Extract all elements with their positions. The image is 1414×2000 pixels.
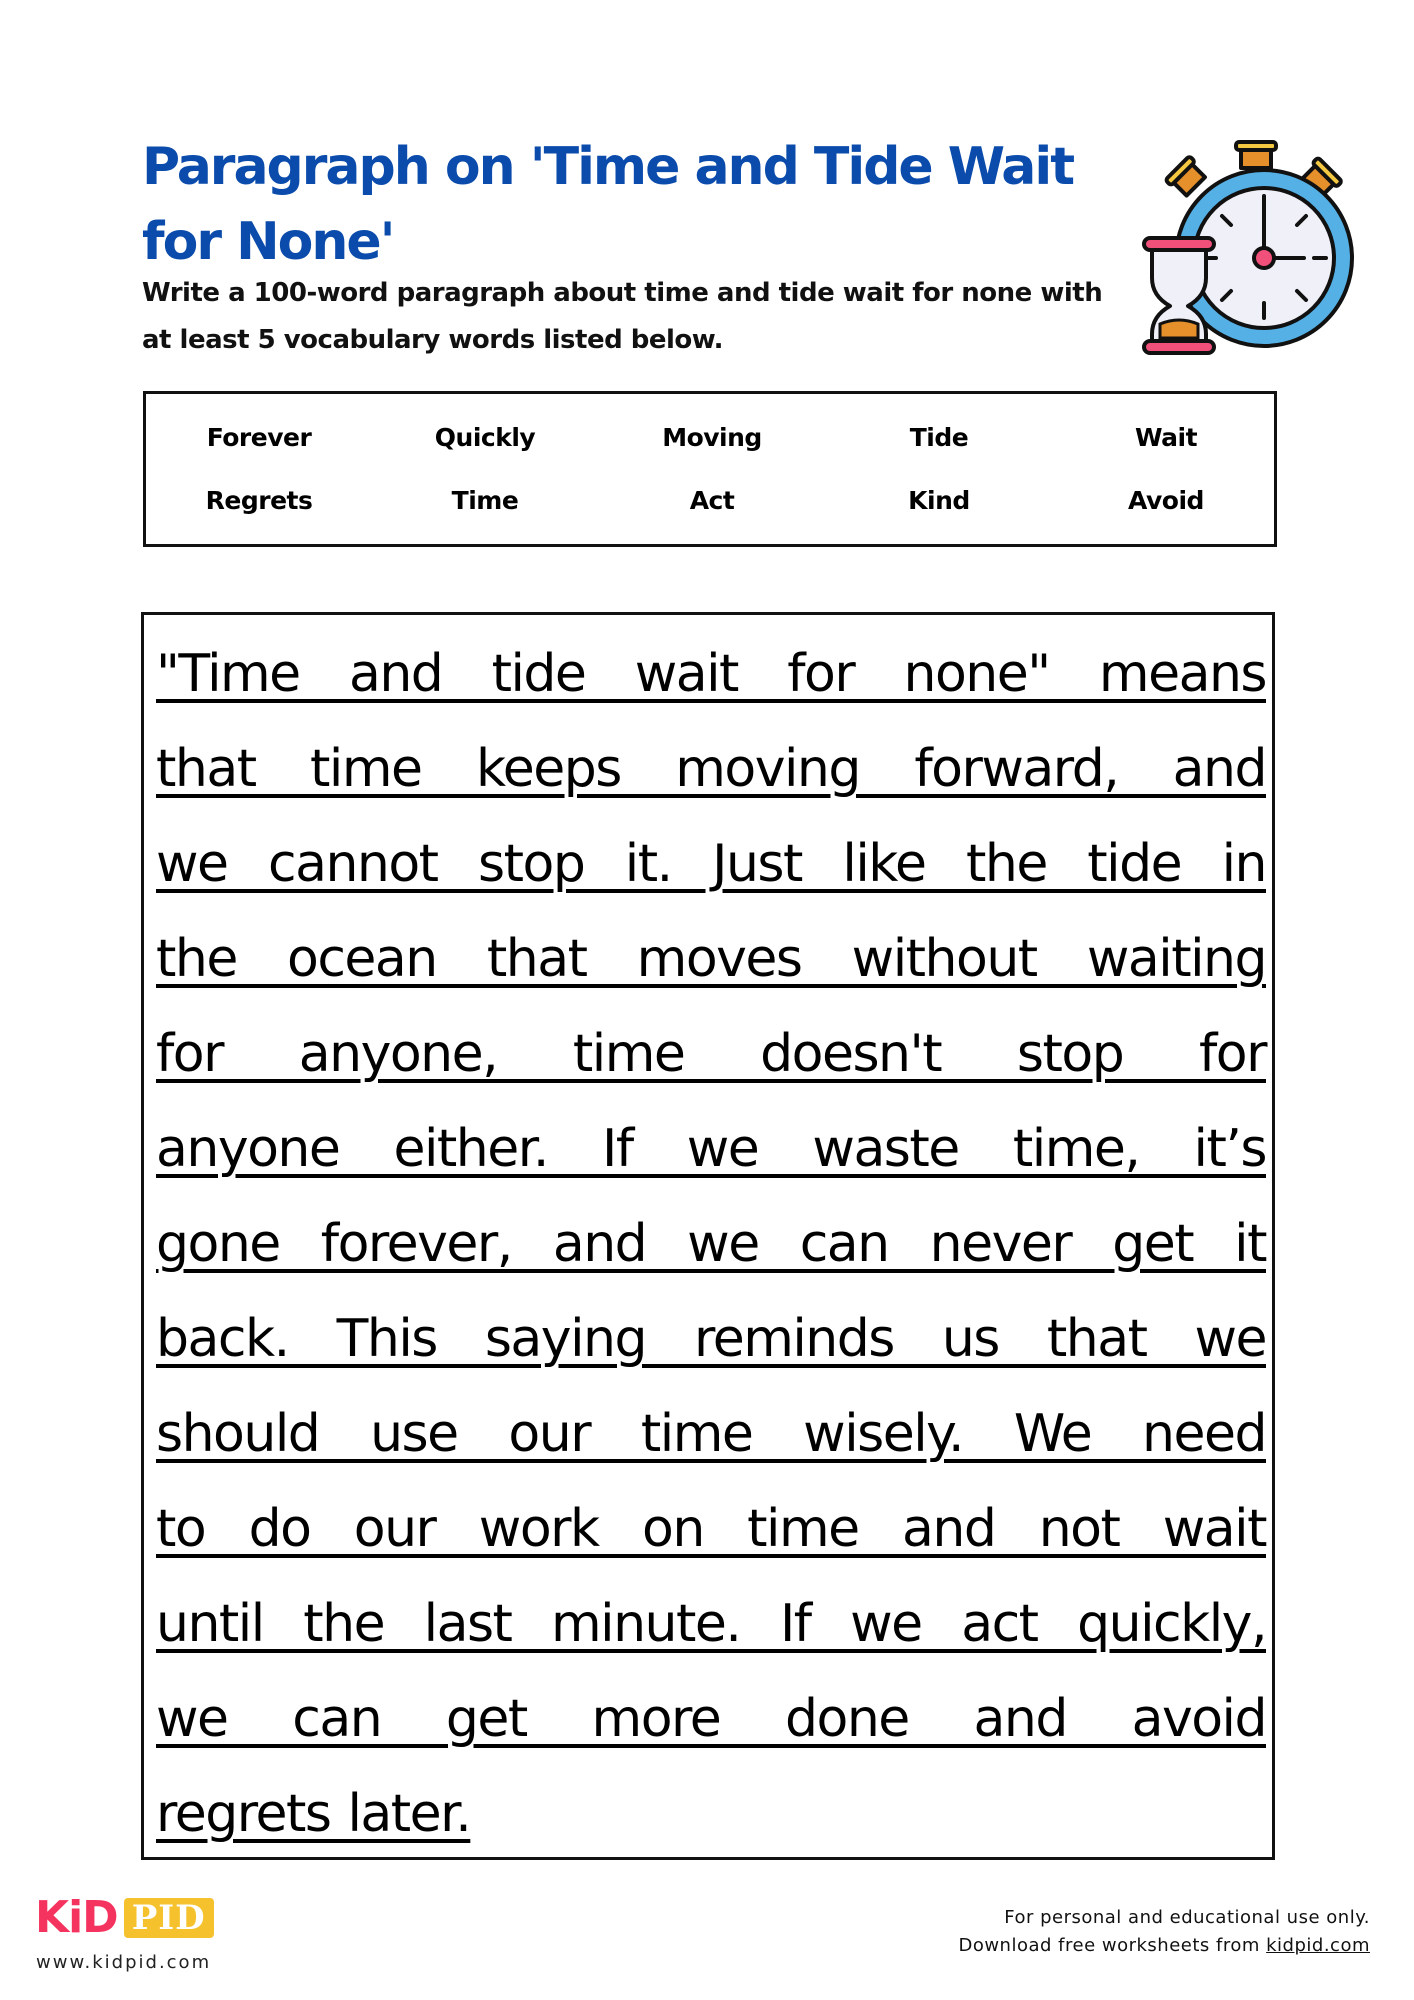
paragraph-line: to do our work on time and not wait [156,1499,1266,1559]
paragraph-text [156,627,1266,1862]
kidpid-link[interactable]: kidpid.com [1266,1935,1370,1956]
stopwatch-hourglass-icon [1136,138,1358,356]
paragraph-line: back. This saying reminds us that we [156,1309,1266,1369]
vocab-word: Avoid [1128,486,1204,515]
paragraph-line: anyone either. If we waste time, it’s [156,1119,1266,1179]
paragraph-line: should use our time wisely. We need [156,1404,1266,1464]
vocab-word: Forever [206,423,312,452]
download-note [958,1932,1370,1960]
logo-kid-text: KiD [35,1892,118,1943]
download-note-prefix: Download free worksheets from [958,1935,1267,1956]
page-title: Paragraph on 'Time and Tide Wait for None' [142,137,1074,272]
vocab-word: Act [689,486,735,515]
vocabulary-row [146,481,1274,521]
vocabulary-box [143,391,1277,547]
footer-note [958,1904,1370,1960]
paragraph-line: until the last minute. If we act quickly, [156,1594,1266,1654]
paragraph-box [141,612,1275,1860]
vocab-word: Time [451,486,519,515]
paragraph-line: for anyone, time doesn't stop for [156,1024,1266,1084]
paragraph-line: that time keeps moving forward, and [156,739,1266,799]
instructions: Write a 100-word paragraph about time and tide wait for none with at least 5 vocabulary words listed below. [142,278,1103,355]
paragraph-line: gone forever, and we can never get it [156,1214,1266,1274]
kidpid-logo[interactable] [35,1892,214,1943]
website-url[interactable]: www.kidpid.com [36,1952,212,1973]
vocab-word: Tide [909,423,969,452]
usage-note: For personal and educational use only. [1004,1907,1370,1928]
vocab-word: Wait [1134,423,1198,452]
logo-pid-text: PID [124,1898,214,1938]
vocab-word: Kind [908,486,970,515]
vocabulary-row [146,418,1274,458]
vocab-word: Regrets [205,486,313,515]
vocab-word: Quickly [434,423,536,452]
paragraph-line: the ocean that moves without waiting [156,929,1266,989]
paragraph-line: we cannot stop it. Just like the tide in [156,834,1266,894]
paragraph-line: "Time and tide wait for none" means [156,644,1266,704]
paragraph-line: we can get more done and avoid [156,1689,1266,1749]
paragraph-line: regrets later. [156,1784,471,1844]
vocab-word: Moving [662,423,762,452]
